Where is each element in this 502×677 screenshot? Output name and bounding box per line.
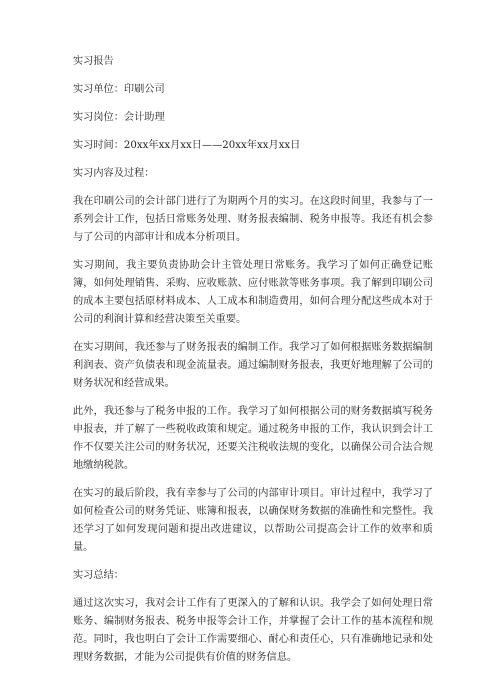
content-paragraph-1: 我在印刷公司的会计部门进行了为期两个月的实习。在这段时间里，我参与了一系列会计工作，包括日常账务处理、财务报表编制、税务申报等。我还有机会参与了公司的内部审计和成本分析项目。	[73, 196, 433, 243]
report-title: 实习报告	[73, 56, 114, 67]
content-heading: 实习内容及过程：	[73, 168, 155, 179]
internship-position: 实习岗位：会计助理	[73, 112, 165, 123]
content-paragraph-5: 在实习的最后阶段，我有幸参与了公司的内部审计项目。审计过程中，我学习了如何检查公司的财务凭证、账簿和报表，以确保财务数据的准确性和完整性。我还学习了如何发现问题和提出改进建议，以帮助公司提高会计工作的效率和质量。	[73, 488, 433, 553]
internship-unit: 实习单位：印刷公司	[73, 84, 165, 95]
internship-period: 实习时间：20xx年xx月xx日——20xx年xx月xx日	[73, 140, 301, 151]
summary-paragraph: 通过这次实习，我对会计工作有了更深入的了解和认识。我学会了如何处理日常账务、编制财务报表、税务申报等会计工作，并掌握了会计工作的基本流程和规范。同时，我也明白了会计工作需要细心、耐心和责任心，只有准确地记录和处理财务数据，才能为公司提供有价值的财务信息。	[73, 598, 433, 663]
content-paragraph-3: 在实习期间，我还参与了财务报表的编制工作。我学习了如何根据账务数据编制利润表、资产负债表和现金流量表。通过编制财务报表，我更好地理解了公司的财务状况和经营成果。	[73, 342, 433, 389]
content-paragraph-2: 实习期间，我主要负责协助会计主管处理日常账务。我学习了如何正确登记账簿，如何处理销售、采购、应收账款、应付账款等账务事项。我了解到印刷公司的成本主要包括原材料成本、人工成本和制造费用，如何合理分配这些成本对于公司的利润计算和经营决策至关重要。	[73, 260, 433, 325]
report-document	[73, 53, 433, 677]
content-paragraph-4: 此外，我还参与了税务申报的工作。我学习了如何根据公司的财务数据填写税务申报表，并了解了一些税收政策和规定。通过税务申报的工作，我认识到会计工作不仅要关注公司的财务状况，还要关注税收法规的变化，以确保公司合法合规地缴纳税款。	[73, 406, 433, 471]
summary-heading: 实习总结：	[73, 570, 124, 581]
